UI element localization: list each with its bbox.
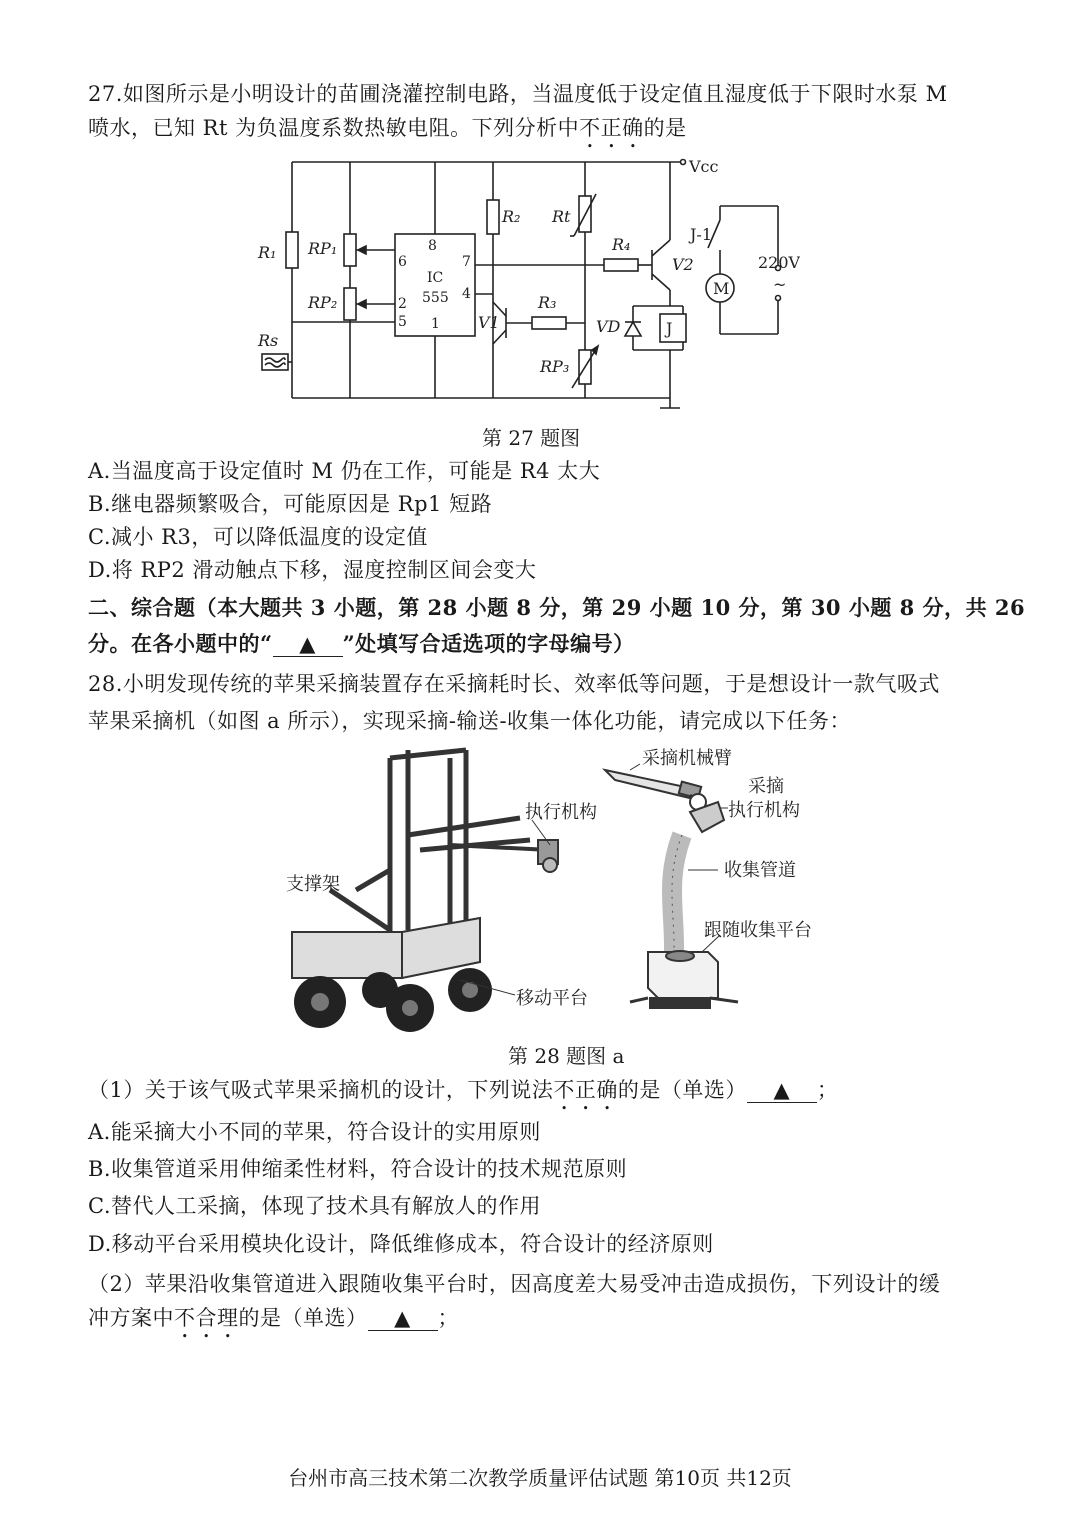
label-r3: R₃ bbox=[538, 293, 557, 312]
label-actuator: 执行机构 bbox=[525, 802, 597, 823]
q27-stem-end: 的是 bbox=[643, 116, 687, 140]
label-picking-2: 执行机构 bbox=[728, 800, 800, 821]
q28-sub1-answer-blank: ▲ bbox=[747, 1078, 817, 1103]
q27-option-d: D.将 RP2 滑动触点下移，湿度控制区间会变大 bbox=[88, 558, 537, 582]
label-mobile-platform: 移动平台 bbox=[516, 988, 588, 1009]
label-ac-symbol: ~ bbox=[773, 275, 787, 294]
label-collection-pipe: 收集管道 bbox=[724, 860, 796, 881]
q27-circuit-diagram bbox=[240, 150, 800, 420]
q28-option-a: A.能采摘大小不同的苹果，符合设计的实用原则 bbox=[88, 1120, 541, 1144]
q28-option-d: D.移动平台采用模块化设计，降低维修成本，符合设计的经济原则 bbox=[88, 1232, 714, 1256]
q28-sub2-line2 bbox=[88, 1302, 459, 1343]
pin-4: 4 bbox=[462, 286, 471, 302]
answer-blank-mark: ▲ bbox=[273, 631, 343, 657]
pin-2: 2 bbox=[398, 296, 407, 312]
label-220v: 220V bbox=[758, 253, 800, 272]
label-rp2: RP₂ bbox=[308, 293, 338, 312]
q27-option-a: A.当温度高于设定值时 M 仍在工作，可能是 R4 太大 bbox=[88, 459, 601, 483]
q27-caption: 第 27 题图 bbox=[482, 426, 581, 450]
label-rp1: RP₁ bbox=[308, 239, 338, 258]
q28-sub1-end: ； bbox=[816, 1078, 839, 1102]
q28-sub2-emphasis: 不合理 bbox=[174, 1306, 239, 1330]
label-follow-platform: 跟随收集平台 bbox=[704, 920, 812, 941]
label-rt: Rt bbox=[552, 207, 571, 226]
label-rs: Rs bbox=[258, 331, 279, 350]
q28-figure-a bbox=[270, 740, 830, 1035]
section2-text-b: ”处填写合适选项的字母编号） bbox=[342, 631, 635, 656]
q28-option-c: C.替代人工采摘，体现了技术具有解放人的作用 bbox=[88, 1194, 541, 1218]
label-j1: J-1 bbox=[690, 225, 712, 244]
q28-sub2-text: 冲方案中 bbox=[88, 1306, 174, 1330]
q28-option-b: B.收集管道采用伸缩柔性材料，符合设计的技术规范原则 bbox=[88, 1157, 628, 1181]
q28-sub2-answer-blank: ▲ bbox=[368, 1306, 438, 1331]
q28-sub2-line1: （2）苹果沿收集管道进入跟随收集平台时，因高度差大易受冲击造成损伤，下列设计的缓 bbox=[88, 1272, 941, 1296]
label-r2: R₂ bbox=[502, 207, 521, 226]
q27-stem-line1: 27.如图所示是小明设计的苗圃浇灌控制电路，当温度低于设定值且湿度低于下限时水泵 M bbox=[88, 82, 948, 106]
q27-option-c: C.减小 R3，可以降低温度的设定值 bbox=[88, 525, 428, 549]
q28-sub1-emphasis: 不正确 bbox=[553, 1078, 618, 1102]
ic-number: 555 bbox=[422, 290, 449, 306]
pin-8: 8 bbox=[428, 238, 437, 254]
q28-stem-line1: 28.小明发现传统的苹果采摘装置存在采摘耗时长、效率低等问题，于是想设计一款气吸式 bbox=[88, 672, 940, 696]
q28-stem-line2: 苹果采摘机（如图 a 所示），实现采摘-输送-收集一体化功能，请完成以下任务： bbox=[88, 709, 852, 733]
section2-heading-line1: 二、综合题（本大题共 3 小题，第 28 小题 8 分，第 29 小题 10 分，第 30 小题 8 分，共 26 bbox=[88, 595, 1026, 620]
pin-7: 7 bbox=[462, 254, 471, 270]
label-relay: J bbox=[666, 319, 673, 338]
q28-caption: 第 28 题图 a bbox=[508, 1044, 625, 1068]
q28-sub1-text: （1）关于该气吸式苹果采摘机的设计，下列说法 bbox=[88, 1078, 554, 1102]
q27-stem-line2 bbox=[88, 112, 687, 153]
q27-emphasis-not-correct: 不正确 bbox=[579, 116, 644, 140]
label-v2: V2 bbox=[672, 255, 694, 274]
q27-stem-text: 喷水，已知 Rt 为负温度系数热敏电阻。下列分析中 bbox=[88, 116, 580, 140]
label-rp3: RP₃ bbox=[540, 357, 570, 376]
page-footer: 台州市高三技术第二次教学质量评估试题 第10页 共12页 bbox=[288, 1466, 792, 1490]
label-vd: VD bbox=[596, 317, 621, 336]
label-picking-arm: 采摘机械臂 bbox=[642, 748, 732, 769]
label-vcc: Vcc bbox=[689, 157, 719, 176]
pin-5: 5 bbox=[398, 314, 407, 330]
label-support-frame: 支撑架 bbox=[286, 874, 340, 895]
label-v1: V1 bbox=[478, 313, 500, 332]
label-r1: R₁ bbox=[258, 243, 277, 262]
q28-sub1 bbox=[88, 1074, 838, 1115]
pin-6: 6 bbox=[398, 254, 407, 270]
ic-label: IC bbox=[427, 270, 444, 286]
q27-option-b: B.继电器频繁吸合，可能原因是 Rp1 短路 bbox=[88, 492, 493, 516]
q28-sub2-end: ； bbox=[437, 1306, 459, 1330]
section2-text-a: 分。在各小题中的“ bbox=[88, 631, 273, 656]
q28-sub1-text-b: 的是（单选） bbox=[617, 1078, 747, 1102]
q28-sub2-text-b: 的是（单选） bbox=[238, 1306, 368, 1330]
pin-1: 1 bbox=[431, 316, 440, 332]
label-r4: R₄ bbox=[612, 235, 631, 254]
label-motor: M bbox=[713, 279, 730, 298]
label-picking-1: 采摘 bbox=[748, 776, 784, 797]
section2-heading-line2 bbox=[88, 628, 635, 658]
